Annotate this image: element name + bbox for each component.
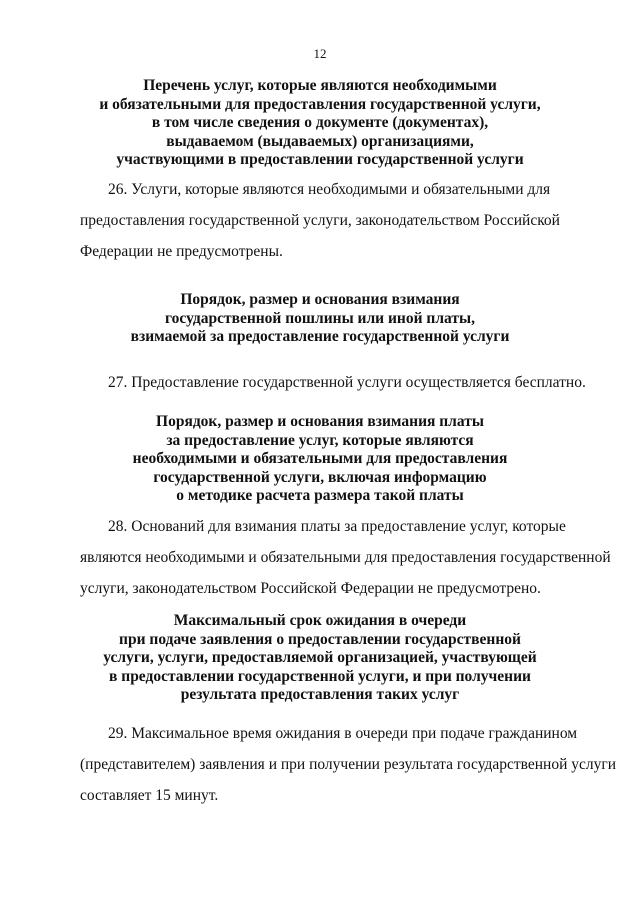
word: время	[232, 725, 272, 742]
word: государственной	[456, 756, 568, 773]
word: платы	[300, 518, 341, 535]
word: и	[411, 181, 420, 198]
word: которые	[512, 518, 566, 535]
heading-line: за предоставление услуг, которые являются	[166, 431, 474, 449]
heading-line: взимаемой за предоставление государственной услуги	[130, 328, 510, 346]
word: гражданином	[488, 725, 578, 742]
paragraph-29	[80, 718, 617, 811]
word: при	[411, 725, 437, 742]
heading-line: и обязательными для предоставления государственной услуги,	[99, 95, 541, 113]
word: которые	[185, 181, 239, 198]
word: предоставление	[361, 518, 466, 535]
word: заявления	[199, 756, 265, 773]
word: государственной	[188, 212, 300, 229]
heading-line: необходимыми и обязательными для предоставления	[132, 450, 508, 468]
heading-line: выдаваемом (выдаваемых) организациями,	[166, 132, 474, 150]
word: Максимальное	[131, 725, 229, 742]
word: законодательством	[355, 212, 480, 229]
section-heading-services-list	[0, 77, 640, 170]
word: являются	[80, 549, 142, 566]
heading-line: услуги, услуги, предоставляемой организацией, участвующей	[103, 649, 537, 667]
word: результата	[383, 756, 454, 773]
word: получении	[309, 756, 380, 773]
paragraph-line	[80, 718, 608, 749]
word: предоставления	[391, 549, 497, 566]
word: необходимыми	[145, 549, 245, 566]
heading-line: государственной пошлины или иной платы,	[165, 309, 475, 327]
word: являются	[242, 181, 305, 198]
word: подаче	[440, 725, 485, 742]
paragraph-line	[80, 174, 608, 205]
word: обязательными	[260, 549, 361, 566]
word: необходимыми	[308, 181, 408, 198]
paragraph-line	[80, 205, 608, 236]
word: (представителем)	[80, 756, 196, 773]
word: Российской	[483, 212, 560, 229]
paragraph-line	[80, 749, 617, 780]
word: при	[280, 756, 306, 773]
word: и	[248, 549, 257, 566]
paragraph-line: Федерации не предусмотрены.	[80, 243, 283, 260]
section-heading-state-fee	[0, 291, 640, 347]
paragraph-line: услуги, законодательством Российской Федерации не предусмотрено.	[80, 580, 541, 597]
word: в	[344, 725, 352, 742]
paragraph-line: 27. Предоставление государственной услуги осуществляется бесплатно.	[108, 374, 586, 391]
heading-line: Порядок, размер и основания взимания	[180, 291, 460, 308]
heading-line: о методике расчета размера такой платы	[176, 487, 464, 505]
heading-line: в том числе сведения о документе (документах),	[151, 114, 489, 132]
word: государственной	[500, 549, 611, 566]
heading-line: результата предоставления таких услуг	[180, 686, 460, 704]
heading-line: участвующими в предоставлении государственной услуги	[116, 151, 524, 169]
word: взимания	[234, 518, 297, 535]
heading-line: Перечень услуг, которые являются необходимыми	[143, 77, 497, 94]
section-heading-queue-time	[0, 612, 640, 705]
paragraph-27	[80, 367, 608, 398]
heading-line: государственной услуги, включая информацию	[153, 468, 487, 486]
word: для	[364, 549, 388, 566]
heading-line: Максимальный срок ожидания в очереди	[173, 612, 467, 629]
word: Услуги,	[131, 181, 182, 198]
word: ожидания	[275, 725, 341, 742]
word: услуги	[571, 756, 617, 773]
word: 28.	[108, 518, 128, 535]
word: очереди	[355, 725, 409, 742]
word: 29.	[108, 725, 128, 742]
paragraph-line	[80, 542, 611, 573]
heading-line: в предоставлении государственной услуги, и при получении	[109, 667, 531, 685]
paragraph-26	[80, 174, 608, 267]
paragraph-line: составляет 15 минут.	[80, 787, 219, 804]
page-number: 12	[313, 46, 327, 61]
word: Оснований	[131, 518, 205, 535]
section-heading-service-fees	[0, 413, 640, 506]
heading-line: при подаче заявления о предоставлении государственной	[119, 630, 521, 648]
word: за	[344, 518, 358, 535]
word: услуги,	[303, 212, 352, 229]
word: 26.	[108, 181, 128, 198]
word: и	[268, 756, 277, 773]
paragraph-28	[80, 511, 611, 604]
word: для	[527, 181, 551, 198]
heading-line: Порядок, размер и основания взимания платы	[156, 413, 484, 430]
word: услуг,	[469, 518, 509, 535]
word: обязательными	[423, 181, 524, 198]
word: предоставления	[80, 212, 185, 229]
paragraph-line	[80, 511, 608, 542]
word: для	[208, 518, 231, 535]
